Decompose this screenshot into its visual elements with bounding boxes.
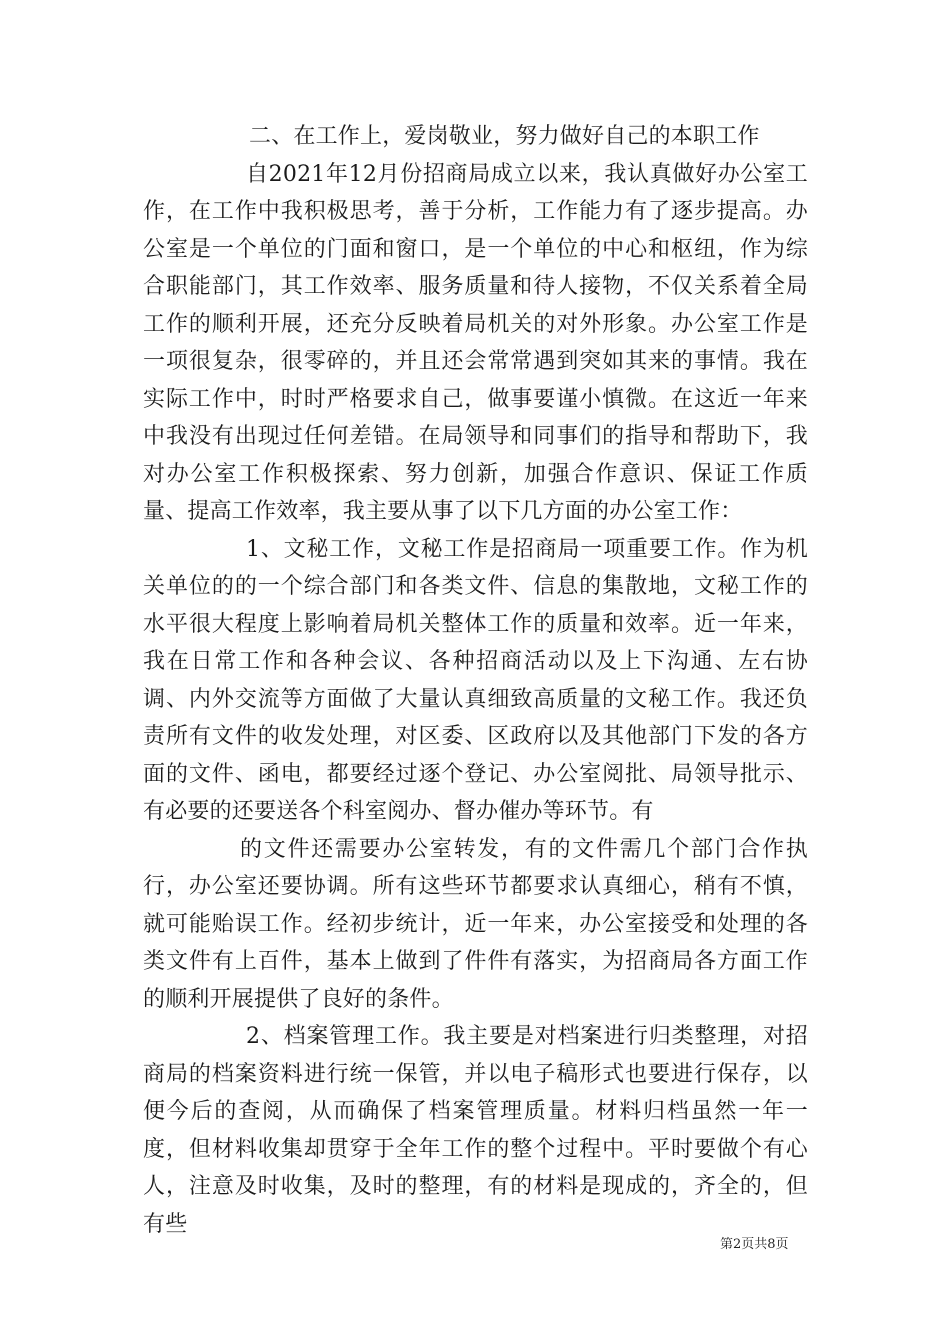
paragraph-item-2: 2、档案管理工作。我主要是对档案进行归类整理，对招商局的档案资料进行统一保管，并以电子稿形式也要进行保存，以便今后的查阅，从而确保了档案管理质量。材料归档虽然一年一度，但材料收集却贯穿于全年工作的整个过程中。平时要做个有心人，注意及时收集，及时的整理，有的材料是现成的，齐全的，但有些 — [143, 1024, 808, 1237]
page-number-footer: 第2页共8页 — [720, 1237, 789, 1252]
paragraph-item-1-continued: 的文件还需要办公室转发，有的文件需几个部门合作执行，办公室还要协调。所有这些环节都要求认真细心，稍有不慎，就可能贻误工作。经初步统计，近一年来，办公室接受和处理的各类文件有上百件，基本上做到了件件有落实，为招商局各方面工作的顺利开展提供了良好的条件。 — [143, 836, 808, 1012]
document-body — [143, 118, 808, 1243]
section-heading: 二、在工作上，爱岗敬业，努力做好自己的本职工作 — [249, 124, 760, 149]
paragraph-intro: 自2021年12月份招商局成立以来，我认真做好办公室工作，在工作中我积极思考，善于分析，工作能力有了逐步提高。办公室是一个单位的门面和窗口，是一个单位的中心和枢纽，作为综合职能部门，其工作效率、服务质量和待人接物，不仅关系着全局工作的顺利开展，还充分反映着局机关的对外形象。办公室工作是一项很复杂，很零碎的，并且还会常常遇到突如其来的事情。我在实际工作中，时时严格要求自己，做事要谨小慎微。在这近一年来中我没有出现过任何差错。在局领导和同事们的指导和帮助下，我对办公室工作积极探索、努力创新，加强合作意识、保证工作质量、提高工作效率，我主要从事了以下几方面的办公室工作： — [143, 161, 808, 524]
paragraph-item-1: 1、文秘工作，文秘工作是招商局一项重要工作。作为机关单位的的一个综合部门和各类文件、信息的集散地，文秘工作的水平很大程度上影响着局机关整体工作的质量和效率。近一年来，我在日常工作和各种会议、各种招商活动以及上下沟通、左右协调、内外交流等方面做了大量认真细致高质量的文秘工作。我还负责所有文件的收发处理，对区委、区政府以及其他部门下发的各方面的文件、函电，都要经过逐个登记、办公室阅批、局领导批示、有必要的还要送各个科室阅办、督办催办等环节。有 — [143, 536, 808, 824]
